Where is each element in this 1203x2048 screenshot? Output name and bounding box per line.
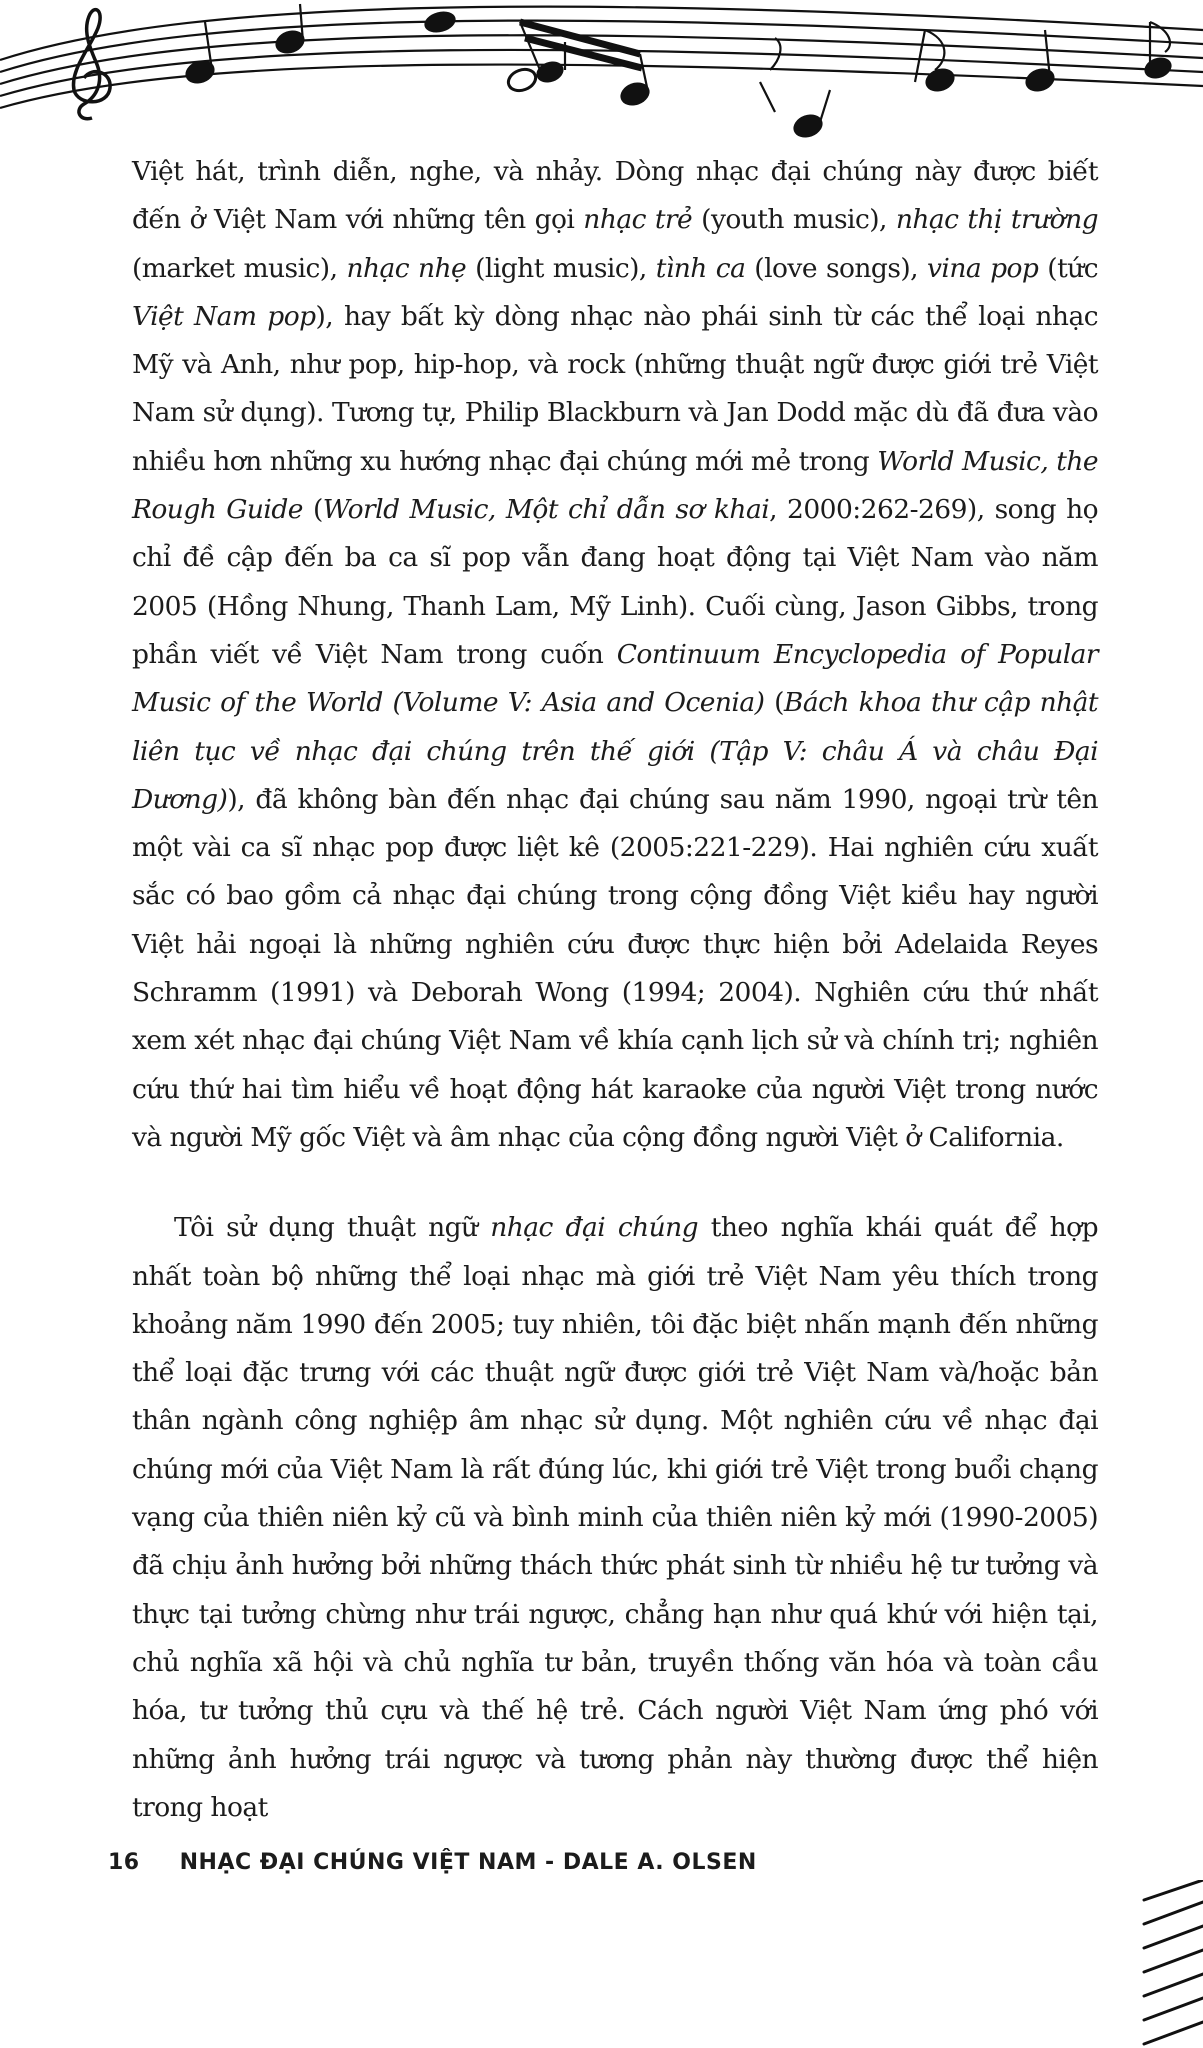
- italic-term: vina pop: [927, 252, 1039, 284]
- text-run: (tức: [1038, 252, 1098, 284]
- italic-term: nhạc thị trường: [895, 204, 1098, 236]
- music-staff-notes-icon: [0, 0, 1203, 140]
- italic-term: tình ca: [655, 252, 746, 284]
- italic-term: World Music, the Rough Guide: [132, 445, 1098, 526]
- text-run: (market music),: [132, 252, 347, 284]
- page-footer: [108, 1850, 757, 1875]
- italic-term: Continuum Encyclopedia of Popular Music of the World (Volume V: Asia and Ocenia): [132, 638, 1098, 719]
- italic-term: nhạc đại chúng: [490, 1212, 699, 1244]
- paragraph-2: [132, 1204, 1098, 1832]
- text-run: ), đã không bàn đến nhạc đại chúng sau năm 1990, ngoại trừ tên một vài ca sĩ nhạc pop được liệt kê (2005:221-229). Hai nghiên cứu xuất sắc có bao gồm cả nhạc đại chúng trong cộng đồng Việt kiều hay người Việt hải ngoại là những nghiên cứu được thực hiện bởi Adelaida Reyes Schramm (1991) và Deborah Wong (1994; 2004). Nghiên cứu thứ nhất xem xét nhạc đại chúng Việt Nam về khía cạnh lịch sử và chính trị; nghiên cứu thứ hai tìm hiểu về hoạt động hát karaoke của người Việt trong nước và người Mỹ gốc Việt và âm nhạc của cộng đồng người Việt ở California.: [132, 783, 1098, 1153]
- text-run: (light music),: [466, 252, 656, 284]
- paragraph-1: [132, 148, 1098, 1162]
- page-body: [132, 148, 1098, 1832]
- text-run: (: [302, 494, 323, 526]
- text-run: , 2000:262-269), song họ chỉ đề cập đến ba ca sĩ pop vẫn đang hoạt động tại Việt Nam vào năm 2005 (Hồng Nhung, Thanh Lam, Mỹ Linh). Cuối cùng, Jason Gibbs, trong phần viết về Việt Nam trong cuốn: [132, 494, 1098, 670]
- text-run: theo nghĩa khái quát để hợp nhất toàn bộ những thể loại nhạc mà giới trẻ Việt Nam yêu thích trong khoảng năm 1990 đến 2005; tuy nhiên, tôi đặc biệt nhấn mạnh đến những thể loại đặc trưng với các thuật ngữ được giới trẻ Việt Nam và/hoặc bản thân ngành công nghiệp âm nhạc sử dụng. Một nghiên cứu về nhạc đại chúng mới của Việt Nam là rất đúng lúc, khi giới trẻ Việt trong buổi chạng vạng của thiên niên kỷ cũ và bình minh của thiên niên kỷ mới (1990-2005) đã chịu ảnh hưởng bởi những thách thức phát sinh từ nhiều hệ tư tưởng và thực tại tưởng chừng như trái ngược, chẳng hạn như quá khứ với hiện tại, chủ nghĩa xã hội và chủ nghĩa tư bản, truyền thống văn hóa và toàn cầu hóa, tư tưởng thủ cựu và thế hệ trẻ. Cách người Việt Nam ứng phó với những ảnh hưởng trái ngược và tương phản này thường được thể hiện trong hoạt: [132, 1212, 1098, 1823]
- text-run: (: [764, 687, 784, 719]
- text-run: Việt hát, trình diễn, nghe, và nhảy. Dòng nhạc đại chúng này được biết đến ở Việt Nam với những tên gọi: [132, 156, 1098, 236]
- italic-term: Bách khoa thư cập nhật liên tục về nhạc đại chúng trên thế giới (Tập V: châu Á và châu Đại Dương): [132, 687, 1099, 815]
- italic-term: World Music, Một chỉ dẫn sơ khai: [322, 494, 770, 526]
- text-run: Tôi sử dụng thuật ngữ: [174, 1212, 491, 1244]
- text-run: (love songs),: [745, 252, 928, 284]
- text-run: ), hay bất kỳ dòng nhạc nào phái sinh từ các thể loại nhạc Mỹ và Anh, như pop, hip-hop, và rock (những thuật ngữ được giới trẻ Việt Nam sử dụng). Tương tự, Philip Blackburn và Jan Dodd mặc dù đã đưa vào nhiều hơn những xu hướng nhạc đại chúng mới mẻ trong: [132, 300, 1098, 477]
- corner-hatching-icon: [1140, 1880, 1203, 2048]
- text-run: (youth music),: [692, 204, 896, 236]
- italic-term: nhạc nhẹ: [346, 252, 467, 284]
- page-number: 16: [108, 1850, 140, 1875]
- running-title: NHẠC ĐẠI CHÚNG VIỆT NAM - DALE A. OLSEN: [179, 1850, 757, 1875]
- italic-term: nhạc trẻ: [583, 204, 693, 236]
- italic-term: Việt Nam pop: [132, 300, 316, 332]
